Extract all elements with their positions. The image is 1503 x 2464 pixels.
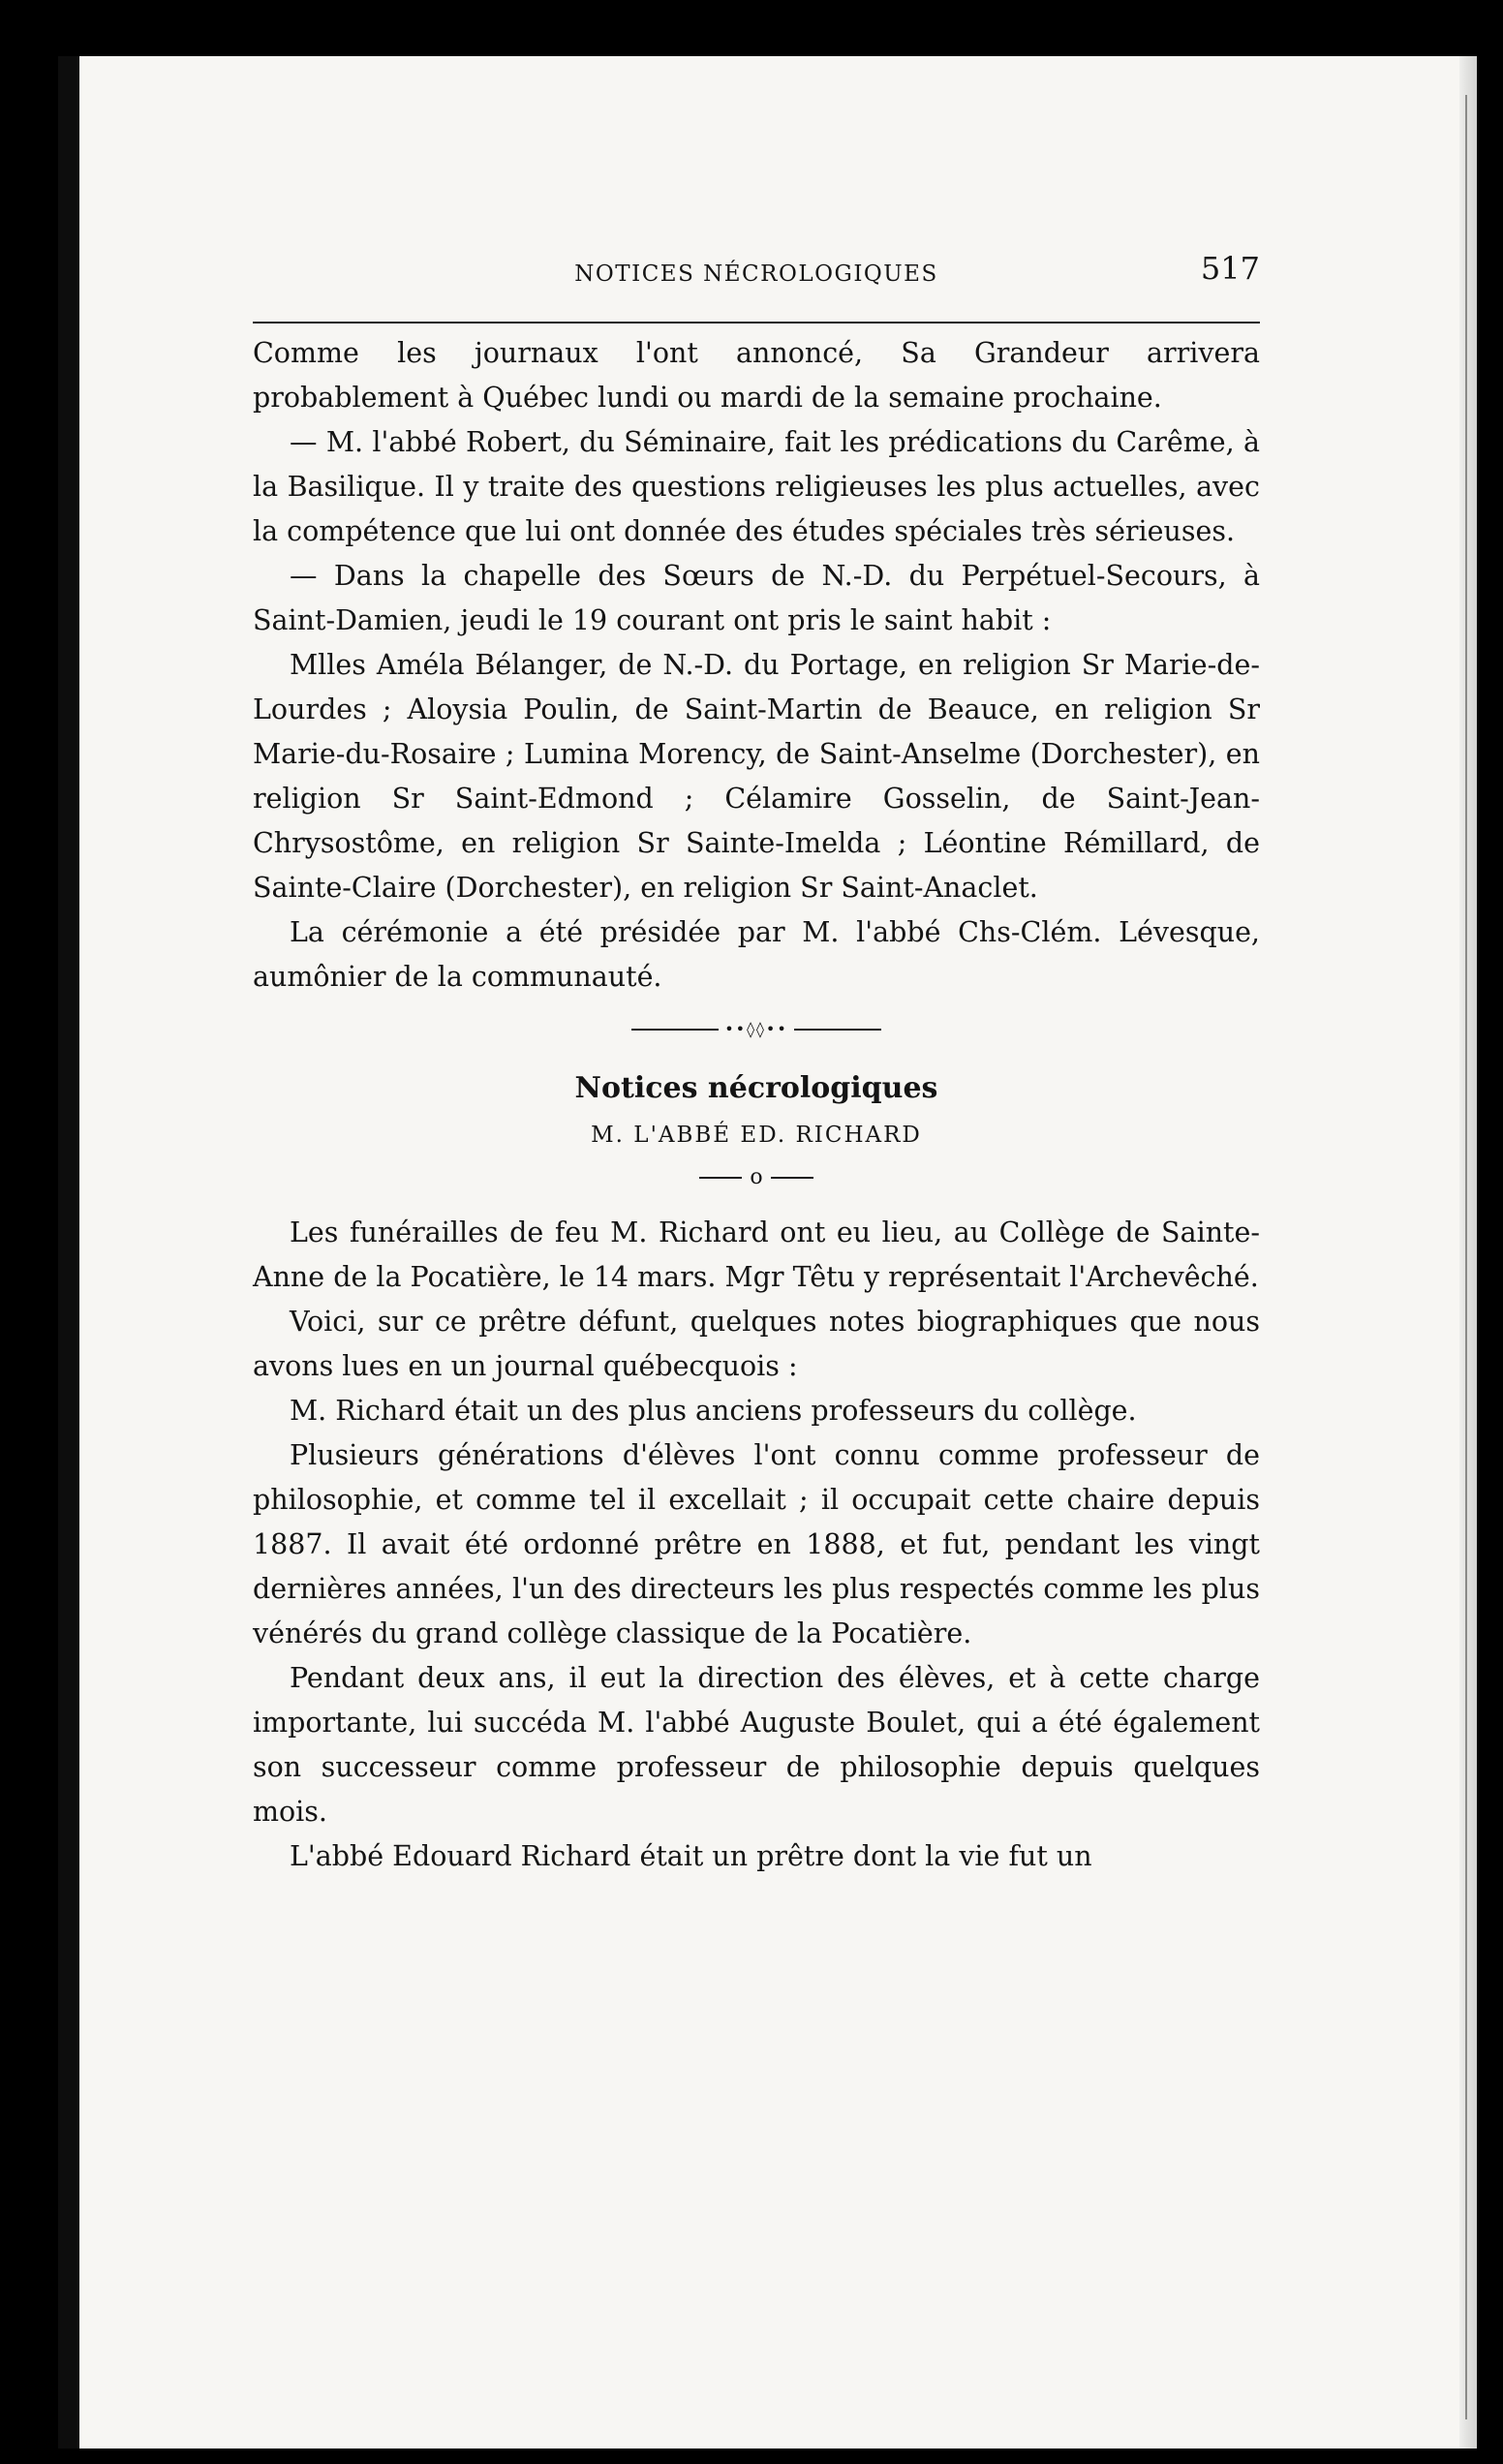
page-right-edge xyxy=(1459,56,1477,2449)
divider-rule-right xyxy=(771,1177,813,1179)
book-page xyxy=(58,56,1477,2449)
running-head-title: NOTICES NÉCROLOGIQUES xyxy=(574,262,938,287)
page-binding-edge xyxy=(58,56,79,2449)
divider-mark: o xyxy=(750,1165,763,1189)
running-head xyxy=(253,250,1260,308)
divider-rule-left xyxy=(699,1177,742,1179)
paragraph: L'abbé Edouard Richard était un prêtre dont la vie fut un xyxy=(290,1840,1092,1872)
paragraph: — Dans la chapelle des Sœurs de N.-D. du Perpétuel-Secours, à Saint-Damien, jeudi le 19 courant ont pris le saint habit : xyxy=(253,560,1260,636)
section-title: Notices nécrologiques xyxy=(574,1071,938,1105)
ornament-rule-right xyxy=(794,1029,881,1031)
paragraph: Mlles Améla Bélanger, de N.-D. du Portage, en religion Sr Marie-de-Lourdes ; Aloysia Poulin, de Saint-Martin de Beauce, en religion Sr Marie-du-Rosaire ; Lumina Morency, de Saint-Anselme (Dorchester), en religion Sr Saint-Edmond ; Célamire Gosselin, de Saint-Jean-Chrysostôme, en religion Sr Sainte-Imelda ; Léontine Rémillard, de Sainte-Claire (Dorchester), en religion Sr Saint-Anaclet. xyxy=(253,649,1260,904)
header-rule xyxy=(253,322,1260,323)
page-number: 517 xyxy=(1200,250,1260,287)
paragraph: La cérémonie a été présidée par M. l'abbé Chs-Clém. Lévesque, aumônier de la communauté. xyxy=(253,916,1260,993)
section-ornament xyxy=(253,1000,1260,1058)
ornament-rule-left xyxy=(631,1029,719,1031)
paragraph: Pendant deux ans, il eut la direction des élèves, et à cette charge importante, lui succéda M. l'abbé Auguste Boulet, qui a été également son successeur comme professeur de philosophie depuis quelques mois. xyxy=(253,1662,1260,1828)
paragraph: Les funérailles de feu M. Richard ont eu lieu, au Collège de Sainte-Anne de la Pocatière, le 14 mars. Mgr Têtu y représentait l'Archevêché. xyxy=(253,1217,1260,1293)
section-subtitle: M. L'ABBÉ ED. RICHARD xyxy=(591,1123,922,1148)
text-block xyxy=(253,250,1260,1879)
paragraph: — M. l'abbé Robert, du Séminaire, fait les prédications du Carême, à la Basilique. Il y traite des questions religieuses les plus actuelles, avec la compétence que lui ont donnée des études spéciales très sérieuses. xyxy=(253,426,1260,547)
small-divider xyxy=(253,1156,1260,1199)
paragraph: Comme les journaux l'ont annoncé, Sa Grandeur arrivera probablement à Québec lundi ou mardi de la semaine prochaine. xyxy=(253,337,1260,414)
paragraph: Plusieurs générations d'élèves l'ont connu comme professeur de philosophie, et comme tel il excellait ; il occupait cette chaire depuis 1887. Il avait été ordonné prêtre en 1888, et fut, pendant les vingt dernières années, l'un des directeurs les plus respectés comme les plus vénérés du grand collège classique de la Pocatière. xyxy=(253,1439,1260,1649)
paragraph: M. Richard était un des plus anciens professeurs du collège. xyxy=(290,1395,1137,1427)
ornament-mark: ••◊◊•• xyxy=(724,1019,788,1038)
paragraph: Voici, sur ce prêtre défunt, quelques notes biographiques que nous avons lues en un journal québecquois : xyxy=(253,1306,1260,1382)
